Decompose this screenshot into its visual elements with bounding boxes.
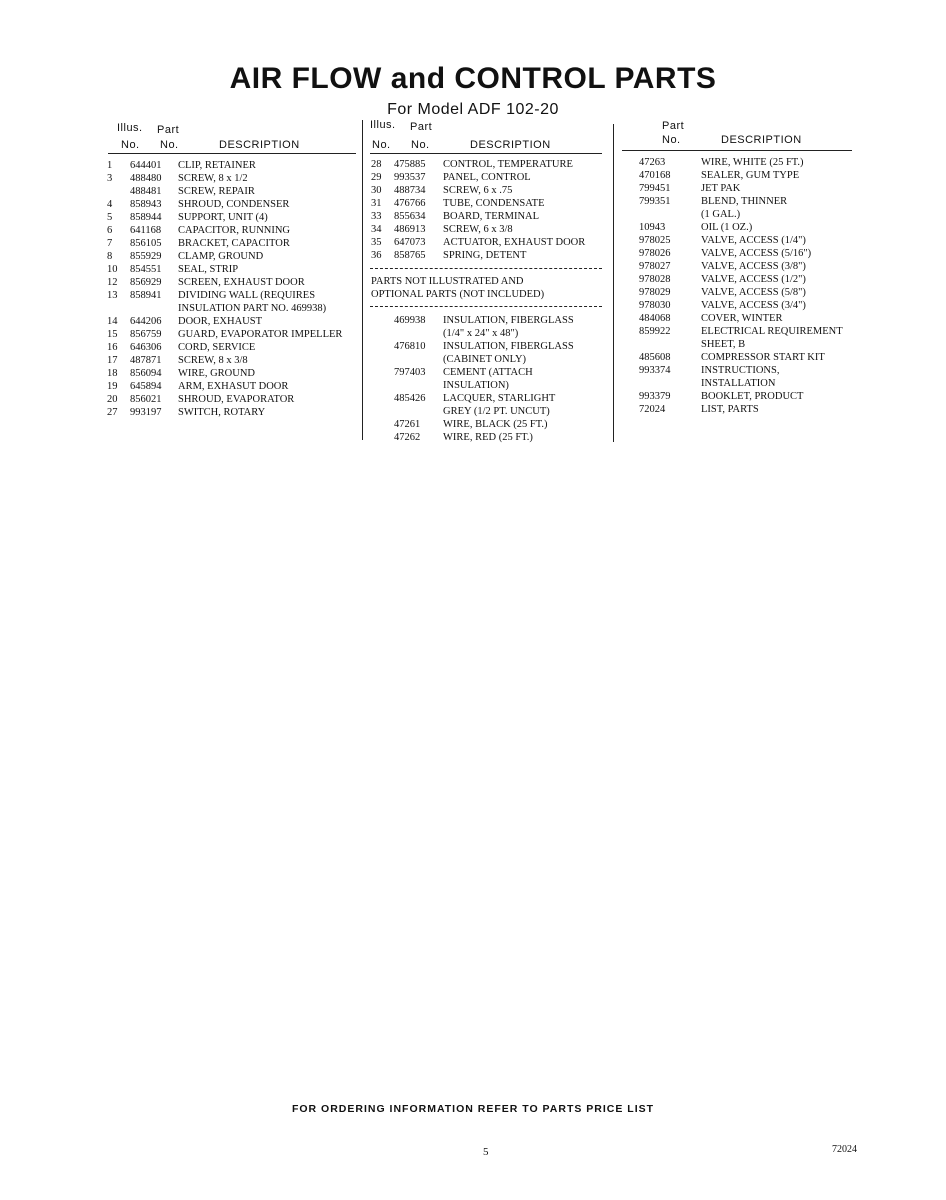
illus-no: 5 [107, 212, 113, 223]
part-no: 476766 [394, 198, 426, 209]
part-description: BLEND, THINNER [701, 196, 788, 207]
part-description: ARM, EXHASUT DOOR [178, 381, 289, 392]
part-no: 993537 [394, 172, 426, 183]
part-description: COMPRESSOR START KIT [701, 352, 825, 363]
part-no: 10943 [639, 222, 666, 233]
illus-no: 3 [107, 173, 113, 184]
part-description: CLAMP, GROUND [178, 251, 264, 262]
col2-section-rule-bottom [370, 306, 602, 307]
part-description: SEALER, GUM TYPE [701, 170, 800, 181]
part-no: 978025 [639, 235, 671, 246]
col2-part-label: Part [410, 121, 433, 133]
part-no: 856094 [130, 368, 162, 379]
illus-no: 8 [107, 251, 113, 262]
illus-no: 4 [107, 199, 113, 210]
part-description: INSULATION, FIBERGLASS [443, 315, 574, 326]
part-description: OIL (1 OZ.) [701, 222, 753, 233]
part-no: 47263 [639, 157, 666, 168]
part-no: 647073 [394, 237, 426, 248]
part-description: WIRE, BLACK (25 FT.) [443, 419, 548, 430]
part-description: SHROUD, EVAPORATOR [178, 394, 295, 405]
part-description: SCREW, 8 x 1/2 [178, 173, 248, 184]
col2-description-label: DESCRIPTION [470, 139, 551, 151]
part-no: 488480 [130, 173, 162, 184]
part-no: 993379 [639, 391, 671, 402]
part-no: 485608 [639, 352, 671, 363]
part-no: 993197 [130, 407, 162, 418]
part-description: (CABINET ONLY) [443, 354, 527, 365]
col1-part-label: Part [157, 124, 180, 136]
illus-no: 18 [107, 368, 118, 379]
part-description: LIST, PARTS [701, 404, 759, 415]
part-description: SCREW, REPAIR [178, 186, 255, 197]
part-no: 488481 [130, 186, 162, 197]
page-title: AIR FLOW and CONTROL PARTS [229, 62, 717, 95]
document-code: 72024 [832, 1144, 857, 1155]
illus-no: 1 [107, 160, 113, 171]
part-description: DOOR, EXHAUST [178, 316, 262, 327]
part-no: 856105 [130, 238, 162, 249]
col2-no-label-2: No. [411, 139, 430, 151]
part-no: 856759 [130, 329, 162, 340]
ordering-info-note: FOR ORDERING INFORMATION REFER TO PARTS PRICE LIST [291, 1103, 655, 1115]
part-no: 858943 [130, 199, 162, 210]
part-no: 978028 [639, 274, 671, 285]
part-description: CEMENT (ATTACH [443, 367, 533, 378]
part-description: BOARD, TERMINAL [443, 211, 540, 222]
part-description: VALVE, ACCESS (1/4") [701, 235, 806, 246]
part-description: (1 GAL.) [701, 209, 741, 220]
part-no: 856021 [130, 394, 162, 405]
illus-no: 14 [107, 316, 118, 327]
part-no: 858944 [130, 212, 162, 223]
part-no: 978029 [639, 287, 671, 298]
part-description: BOOKLET, PRODUCT [701, 391, 804, 402]
part-description: GUARD, EVAPORATOR IMPELLER [178, 329, 343, 340]
illus-no: 29 [371, 172, 382, 183]
part-description: INSULATION, FIBERGLASS [443, 341, 574, 352]
part-description: INSULATION) [443, 380, 509, 391]
part-description: JET PAK [701, 183, 741, 194]
part-no: 644206 [130, 316, 162, 327]
illus-no: 20 [107, 394, 118, 405]
part-no: 469938 [394, 315, 426, 326]
illus-no: 12 [107, 277, 118, 288]
part-description: SCREEN, EXHAUST DOOR [178, 277, 305, 288]
part-no: 645894 [130, 381, 162, 392]
part-no: 858941 [130, 290, 162, 301]
col2-section-rule-top [370, 268, 602, 269]
part-description: ACTUATOR, EXHAUST DOOR [443, 237, 586, 248]
col2-header-rule [370, 153, 602, 154]
part-no: 475885 [394, 159, 426, 170]
col1-no-label-1: No. [121, 139, 140, 151]
part-description: VALVE, ACCESS (5/16") [701, 248, 812, 259]
part-description: SPRING, DETENT [443, 250, 527, 261]
col1-description-label: DESCRIPTION [219, 139, 300, 151]
part-description: BRACKET, CAPACITOR [178, 238, 290, 249]
part-no: 487871 [130, 355, 162, 366]
part-description: CONTROL, TEMPERATURE [443, 159, 573, 170]
part-description: INSTRUCTIONS, [701, 365, 780, 376]
illus-no: 27 [107, 407, 118, 418]
part-description: SUPPORT, UNIT (4) [178, 212, 268, 223]
part-description: CAPACITOR, RUNNING [178, 225, 291, 236]
part-no: 978030 [639, 300, 671, 311]
part-description: SHROUD, CONDENSER [178, 199, 290, 210]
part-no: 978026 [639, 248, 671, 259]
column-divider-left [362, 120, 363, 440]
illus-no: 17 [107, 355, 118, 366]
col3-header-rule [622, 150, 852, 151]
part-no: 72024 [639, 404, 666, 415]
part-description: SEAL, STRIP [178, 264, 239, 275]
col1-header-rule [108, 153, 356, 154]
col3-no-label: No. [662, 134, 681, 146]
part-no: 485426 [394, 393, 426, 404]
part-description: SCREW, 6 x .75 [443, 185, 513, 196]
part-description: INSTALLATION [701, 378, 776, 389]
part-no: 993374 [639, 365, 671, 376]
part-no: 47262 [394, 432, 421, 443]
part-description: VALVE, ACCESS (3/4") [701, 300, 806, 311]
part-description: VALVE, ACCESS (1/2") [701, 274, 806, 285]
part-description: SCREW, 6 x 3/8 [443, 224, 513, 235]
part-description: INSULATION PART NO. 469938) [178, 303, 327, 314]
illus-no: 13 [107, 290, 118, 301]
part-no: 855929 [130, 251, 162, 262]
part-no: 799451 [639, 183, 671, 194]
part-no: 476810 [394, 341, 426, 352]
part-description: LACQUER, STARLIGHT [443, 393, 556, 404]
part-no: 470168 [639, 170, 671, 181]
part-description: VALVE, ACCESS (5/8") [701, 287, 806, 298]
part-no: 859922 [639, 326, 671, 337]
model-subtitle: For Model ADF 102-20 [387, 101, 559, 118]
illus-no: 28 [371, 159, 382, 170]
part-no: 978027 [639, 261, 671, 272]
part-no: 486913 [394, 224, 426, 235]
illus-no: 33 [371, 211, 382, 222]
part-description: COVER, WINTER [701, 313, 783, 324]
col2-no-label-1: No. [372, 139, 391, 151]
part-description: WIRE, GROUND [178, 368, 255, 379]
part-description: WIRE, RED (25 FT.) [443, 432, 533, 443]
illus-no: 16 [107, 342, 118, 353]
part-no: 854551 [130, 264, 162, 275]
part-description: PANEL, CONTROL [443, 172, 531, 183]
part-no: 799351 [639, 196, 671, 207]
part-no: 858765 [394, 250, 426, 261]
col2-illus-label: Illus. [370, 119, 396, 131]
part-description: DIVIDING WALL (REQUIRES [178, 290, 316, 301]
part-no: 641168 [130, 225, 162, 236]
part-no: 856929 [130, 277, 162, 288]
part-description: TUBE, CONDENSATE [443, 198, 545, 209]
part-no: 47261 [394, 419, 421, 430]
part-no: 855634 [394, 211, 426, 222]
part-description: GREY (1/2 PT. UNCUT) [443, 406, 550, 417]
part-no: 484068 [639, 313, 671, 324]
not-illustrated-note-line-2: OPTIONAL PARTS (NOT INCLUDED) [371, 289, 545, 300]
part-description: WIRE, WHITE (25 FT.) [701, 157, 804, 168]
part-description: (1/4" x 24" x 48") [443, 328, 519, 339]
part-description: ELECTRICAL REQUIREMENT [701, 326, 843, 337]
col3-description-label: DESCRIPTION [721, 134, 802, 146]
part-description: SWITCH, ROTARY [178, 407, 266, 418]
part-no: 488734 [394, 185, 426, 196]
illus-no: 19 [107, 381, 118, 392]
illus-no: 34 [371, 224, 382, 235]
col1-illus-label: Illus. [117, 122, 143, 134]
illus-no: 31 [371, 198, 382, 209]
column-divider-right [613, 124, 614, 442]
not-illustrated-note-line-1: PARTS NOT ILLUSTRATED AND [371, 276, 524, 287]
part-description: SCREW, 8 x 3/8 [178, 355, 248, 366]
part-no: 646306 [130, 342, 162, 353]
part-description: SHEET, B [701, 339, 746, 350]
part-no: 644401 [130, 160, 162, 171]
illus-no: 35 [371, 237, 382, 248]
illus-no: 15 [107, 329, 118, 340]
part-no: 797403 [394, 367, 426, 378]
part-description: CLIP, RETAINER [178, 160, 256, 171]
illus-no: 30 [371, 185, 382, 196]
illus-no: 7 [107, 238, 113, 249]
illus-no: 10 [107, 264, 118, 275]
part-description: VALVE, ACCESS (3/8") [701, 261, 806, 272]
col1-no-label-2: No. [160, 139, 179, 151]
illus-no: 6 [107, 225, 113, 236]
page-number: 5 [483, 1146, 489, 1158]
illus-no: 36 [371, 250, 382, 261]
col3-part-label: Part [662, 120, 685, 132]
part-description: CORD, SERVICE [178, 342, 256, 353]
